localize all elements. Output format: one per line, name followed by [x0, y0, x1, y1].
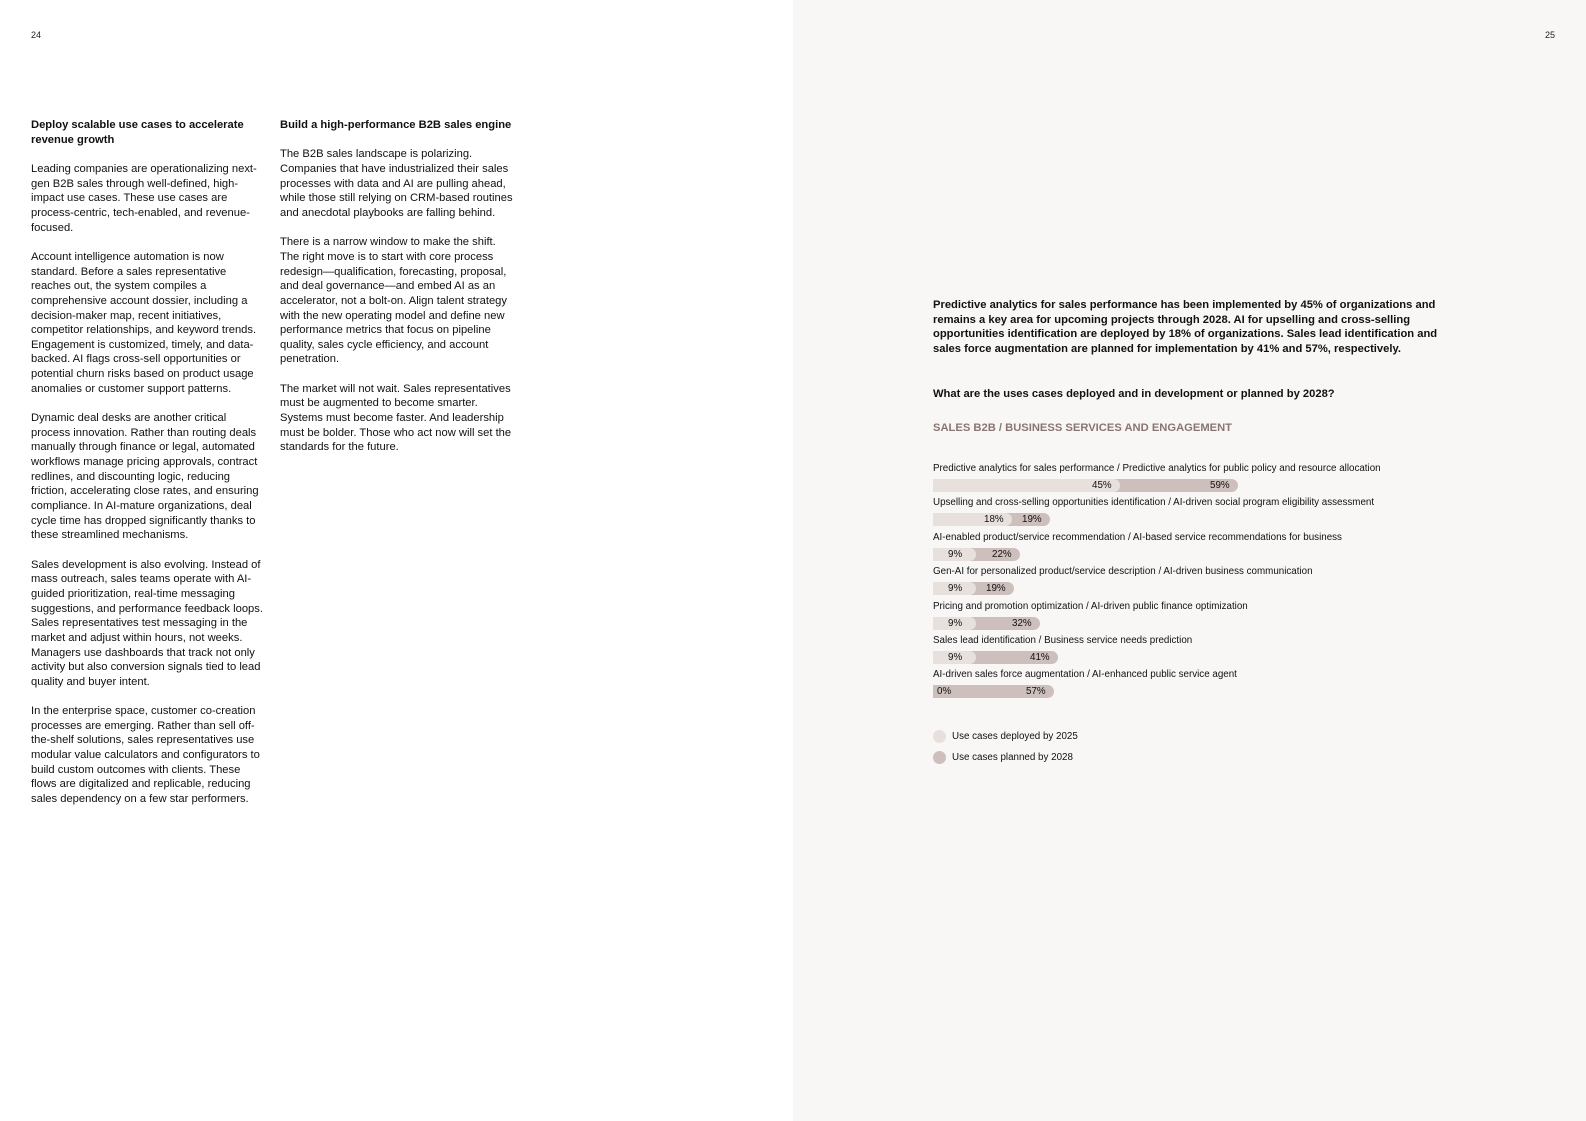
bar-value-deployed: 9%	[948, 651, 963, 663]
chart-row	[933, 601, 1453, 635]
column-1-paragraph: Account intelligence automation is now standard. Before a sales representative reaches out, the system compiles a comprehensive account dossier, including a decision-maker map, recent initiatives, competitor relationships, and keyword trends. Engagement is customized, timely, and data-backed. AI flags cross-sell opportunities or potential churn risks based on product usage anomalies or customer support patterns.	[31, 250, 257, 395]
chart-category-label: Sales lead identification / Business service needs prediction	[933, 634, 1193, 646]
legend-swatch-deployed	[933, 730, 946, 743]
bar-value-planned: 19%	[1022, 514, 1042, 526]
bar-value-planned: 19%	[986, 583, 1006, 595]
chart-row	[933, 566, 1453, 600]
bar-value-deployed: 9%	[948, 617, 963, 629]
bar-value-planned: 32%	[1012, 617, 1032, 629]
column-2-paragraph: There is a narrow window to make the shift. The right move is to start with core process redesign—qualification, forecasting, proposal, and deal governance—and embed AI as an accelerator, not a bolt-on. Align talent strategy with the new operating model and define new performance metrics that focus on pipeline quality, sales cycle efficiency, and account penetration.	[280, 236, 507, 366]
chart-category-label: AI-enabled product/service recommendation / AI-based service recommendations for business	[933, 531, 1342, 543]
column-2-paragraph: The B2B sales landscape is polarizing. Companies that have industrialized their sales processes with data and AI are pulling ahead, while those still relying on CRM-based routines and anecdotal playbooks are falling behind.	[280, 148, 513, 219]
chart-bar-area	[933, 617, 1453, 630]
chart-row	[933, 669, 1453, 703]
chart-intro-text: Predictive analytics for sales performance has been implemented by 45% of organizations and remains a key area for upcoming projects through 2028. AI for upselling and cross-selling opportunities identification are deployed by 18% of organizations. Sales lead identification and sales force augmentation are planned for implementation by 41% and 57%, respectively.	[933, 299, 1438, 356]
bar-value-planned: 57%	[1026, 686, 1046, 698]
chart-bar-area	[933, 582, 1453, 595]
chart-category-label: Pricing and promotion optimization / AI-driven public finance optimization	[933, 600, 1248, 612]
chart-category-label: Predictive analytics for sales performance / Predictive analytics for public policy and resource allocation	[933, 463, 1381, 474]
chart-question: What are the uses cases deployed and in development or planned by 2028?	[933, 388, 1335, 400]
bar-value-planned: 22%	[992, 548, 1012, 560]
bar-chart	[933, 463, 1453, 704]
right-page	[793, 0, 1586, 1121]
legend-swatch-planned	[933, 751, 946, 764]
column-2	[280, 118, 515, 470]
chart-row	[933, 497, 1453, 531]
chart-category-label: Gen-AI for personalized product/service description / AI-driven business communication	[933, 566, 1313, 578]
bar-value-planned: 59%	[1210, 480, 1230, 491]
bar-value-deployed: 0%	[937, 686, 952, 698]
bar-value-planned: 41%	[1030, 651, 1050, 663]
column-2-heading: Build a high-performance B2B sales engine	[280, 119, 512, 131]
column-1	[31, 118, 263, 821]
chart-bar-area	[933, 548, 1453, 561]
chart-legend	[933, 729, 1078, 771]
column-1-paragraph: Sales development is also evolving. Instead of mass outreach, sales teams operate with AI-guided prioritization, real-time messaging suggestions, and performance feedback loops. Sales representatives test messaging in the market and adjust within hours, not weeks. Managers use dashboards that track not only activity but also conversion signals tied to lead quality and buyer intent.	[31, 558, 263, 688]
bar-value-deployed: 9%	[948, 548, 963, 560]
column-1-heading: Deploy scalable use cases to accelerate revenue growth	[31, 119, 244, 146]
chart-row	[933, 635, 1453, 669]
column-1-paragraph: Leading companies are operationalizing next-gen B2B sales through well-defined, high-impact use cases. These use cases are process-centric, tech-enabled, and revenue-focused.	[31, 162, 257, 234]
bar-value-deployed: 45%	[1092, 480, 1112, 491]
column-1-paragraph: Dynamic deal desks are another critical process innovation. Rather than routing deals manually through finance or legal, automated workflows manage pricing approvals, contract redlines, and discounting logic, reducing friction, accelerating close rates, and ensuring compliance. In AI-mature organizations, deal cycle time has dropped significantly thanks to these streamlined mechanisms.	[31, 412, 259, 542]
bar-value-deployed: 9%	[948, 583, 963, 595]
chart-bar-area	[933, 685, 1453, 698]
bar-value-deployed: 18%	[984, 514, 1004, 526]
page-number-left: 24	[31, 30, 42, 40]
legend-label-deployed: Use cases deployed by 2025	[952, 730, 1078, 742]
chart-category-label: Upselling and cross-selling opportunities identification / AI-driven social program eligibility assessment	[933, 497, 1375, 509]
chart-bar-area	[933, 513, 1453, 526]
chart-title: SALES B2B / BUSINESS SERVICES AND ENGAGEMENT	[933, 422, 1233, 434]
chart-bar-area	[933, 479, 1453, 492]
chart-bar-area	[933, 651, 1453, 664]
legend-label-planned: Use cases planned by 2028	[952, 751, 1073, 763]
page-number-right: 25	[1544, 30, 1555, 40]
chart-category-label: AI-driven sales force augmentation / AI-enhanced public service agent	[933, 669, 1237, 681]
chart-row	[933, 463, 1453, 497]
legend-item-planned	[933, 750, 1078, 764]
column-2-paragraph: The market will not wait. Sales representatives must be augmented to become smarter. Systems must become faster. And leadership must be bolder. Those who act now will set the standards for the future.	[280, 382, 512, 454]
chart-row	[933, 532, 1453, 566]
column-1-paragraph: In the enterprise space, customer co-creation processes are emerging. Rather than sell off-the-shelf solutions, sales representatives use modular value calculators and configurators to build custom outcomes with clients. These flows are digitalized and replicable, reducing sales dependency on a few star performers.	[31, 705, 260, 806]
legend-item-deployed	[933, 729, 1078, 743]
